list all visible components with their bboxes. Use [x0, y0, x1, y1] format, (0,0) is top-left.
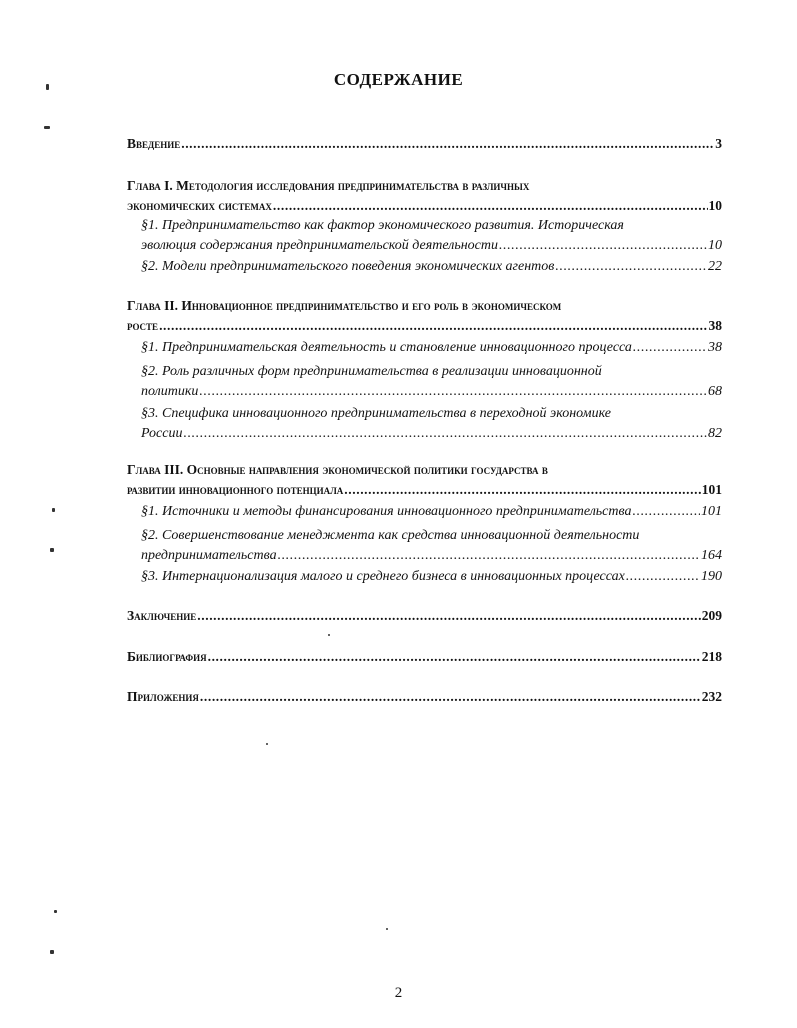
chapter-title-line: росте: [127, 318, 159, 333]
toc-page: 10: [708, 238, 722, 253]
scan-speck: [50, 548, 54, 552]
dot-leader: [278, 546, 700, 566]
toc-page: 38: [708, 340, 722, 355]
dot-leader: [633, 338, 707, 358]
toc-section-3-2[interactable]: [141, 526, 722, 566]
toc-page: 190: [701, 569, 722, 584]
dot-leader: [183, 424, 707, 444]
toc-entry-bibliography[interactable]: [127, 647, 722, 667]
toc-page: 82: [708, 426, 722, 441]
scan-speck: [328, 634, 330, 636]
section-title-line: §1. Предпринимательская деятельность и становление инновационного процесса: [141, 340, 632, 355]
section-title-line: §1. Источники и методы финансирования инновационного предпринимательства: [141, 504, 632, 519]
section-title-line: §2. Роль различных форм предпринимательства в реализации инновационной: [141, 364, 602, 379]
toc-page: 209: [701, 608, 722, 623]
chapter-title-line: Глава I. Методология исследования предпринимательства в различных: [127, 178, 530, 193]
toc-page: 38: [708, 318, 722, 333]
chapter-title-line: развитии инновационного потенциала: [127, 482, 344, 497]
dot-leader: [208, 647, 701, 667]
section-title-line: предпринимательства: [141, 548, 277, 563]
section-title-line: §2. Модели предпринимательского поведения экономических агентов: [141, 259, 555, 274]
toc-section-3-1[interactable]: [141, 502, 722, 522]
toc-page: 3: [715, 136, 722, 151]
dot-leader: [181, 134, 714, 154]
section-title-line: §3. Специфика инновационного предпринимательства в переходной экономике: [141, 406, 611, 421]
toc-entry-chapter-1[interactable]: [127, 176, 722, 216]
toc-label: Приложения: [127, 689, 199, 704]
page-number: 2: [394, 985, 403, 1001]
toc-page: 68: [708, 384, 722, 399]
dot-leader: [344, 480, 700, 500]
chapter-title-line: Глава III. Основные направления экономической политики государства в: [127, 462, 548, 477]
dot-leader: [159, 316, 707, 336]
toc-label: Библиография: [127, 649, 207, 664]
scan-speck: [266, 743, 268, 745]
toc-section-2-1[interactable]: [141, 338, 722, 358]
toc-label: Введение: [127, 136, 181, 151]
scan-speck: [386, 928, 388, 930]
section-title-line: §2. Совершенствование менеджмента как средства инновационной деятельности: [141, 528, 640, 543]
toc-entry-chapter-2[interactable]: [127, 296, 722, 336]
scan-speck: [46, 84, 49, 90]
dot-leader: [499, 236, 707, 256]
section-title-line: политики: [141, 384, 199, 399]
scan-speck: [50, 950, 54, 954]
chapter-title-line: экономических системах: [127, 198, 272, 213]
section-title-line: России: [141, 426, 183, 441]
toc-section-3-3[interactable]: [141, 567, 722, 587]
toc-section-2-2[interactable]: [141, 362, 722, 402]
toc-label: Заключение: [127, 608, 197, 623]
chapter-title-line: Глава II. Инновационное предпринимательство и его роль в экономическом: [127, 298, 562, 313]
section-title-line: эволюция содержания предпринимательской деятельности: [141, 238, 498, 253]
toc-page: 164: [701, 548, 722, 563]
dot-leader: [197, 606, 700, 626]
dot-leader: [626, 567, 700, 587]
toc-section-1-2[interactable]: [141, 257, 722, 277]
toc-entry-chapter-3[interactable]: [127, 460, 722, 500]
page-title: СОДЕРЖАНИЕ: [333, 70, 464, 89]
toc-page: 101: [701, 504, 722, 519]
toc-section-1-1[interactable]: [141, 216, 722, 256]
toc-entry-conclusion[interactable]: [127, 606, 722, 626]
toc-entry-intro[interactable]: [127, 134, 722, 154]
toc-page: 101: [701, 482, 722, 497]
toc-page: 232: [701, 689, 722, 704]
toc-page: 10: [708, 198, 722, 213]
scan-speck: [44, 126, 50, 129]
section-title-line: §3. Интернационализация малого и среднего бизнеса в инновационных процессах: [141, 569, 625, 584]
dot-leader: [200, 687, 701, 707]
dot-leader: [633, 502, 701, 522]
dot-leader: [199, 382, 707, 402]
section-title-line: §1. Предпринимательство как фактор экономического развития. Историческая: [141, 218, 624, 233]
scan-speck: [54, 910, 57, 913]
dot-leader: [555, 257, 707, 277]
toc-section-2-3[interactable]: [141, 404, 722, 444]
toc-entry-appendices[interactable]: [127, 687, 722, 707]
toc-page: 218: [701, 649, 722, 664]
toc-page: 22: [708, 259, 722, 274]
scan-speck: [52, 508, 55, 512]
dot-leader: [273, 196, 708, 216]
